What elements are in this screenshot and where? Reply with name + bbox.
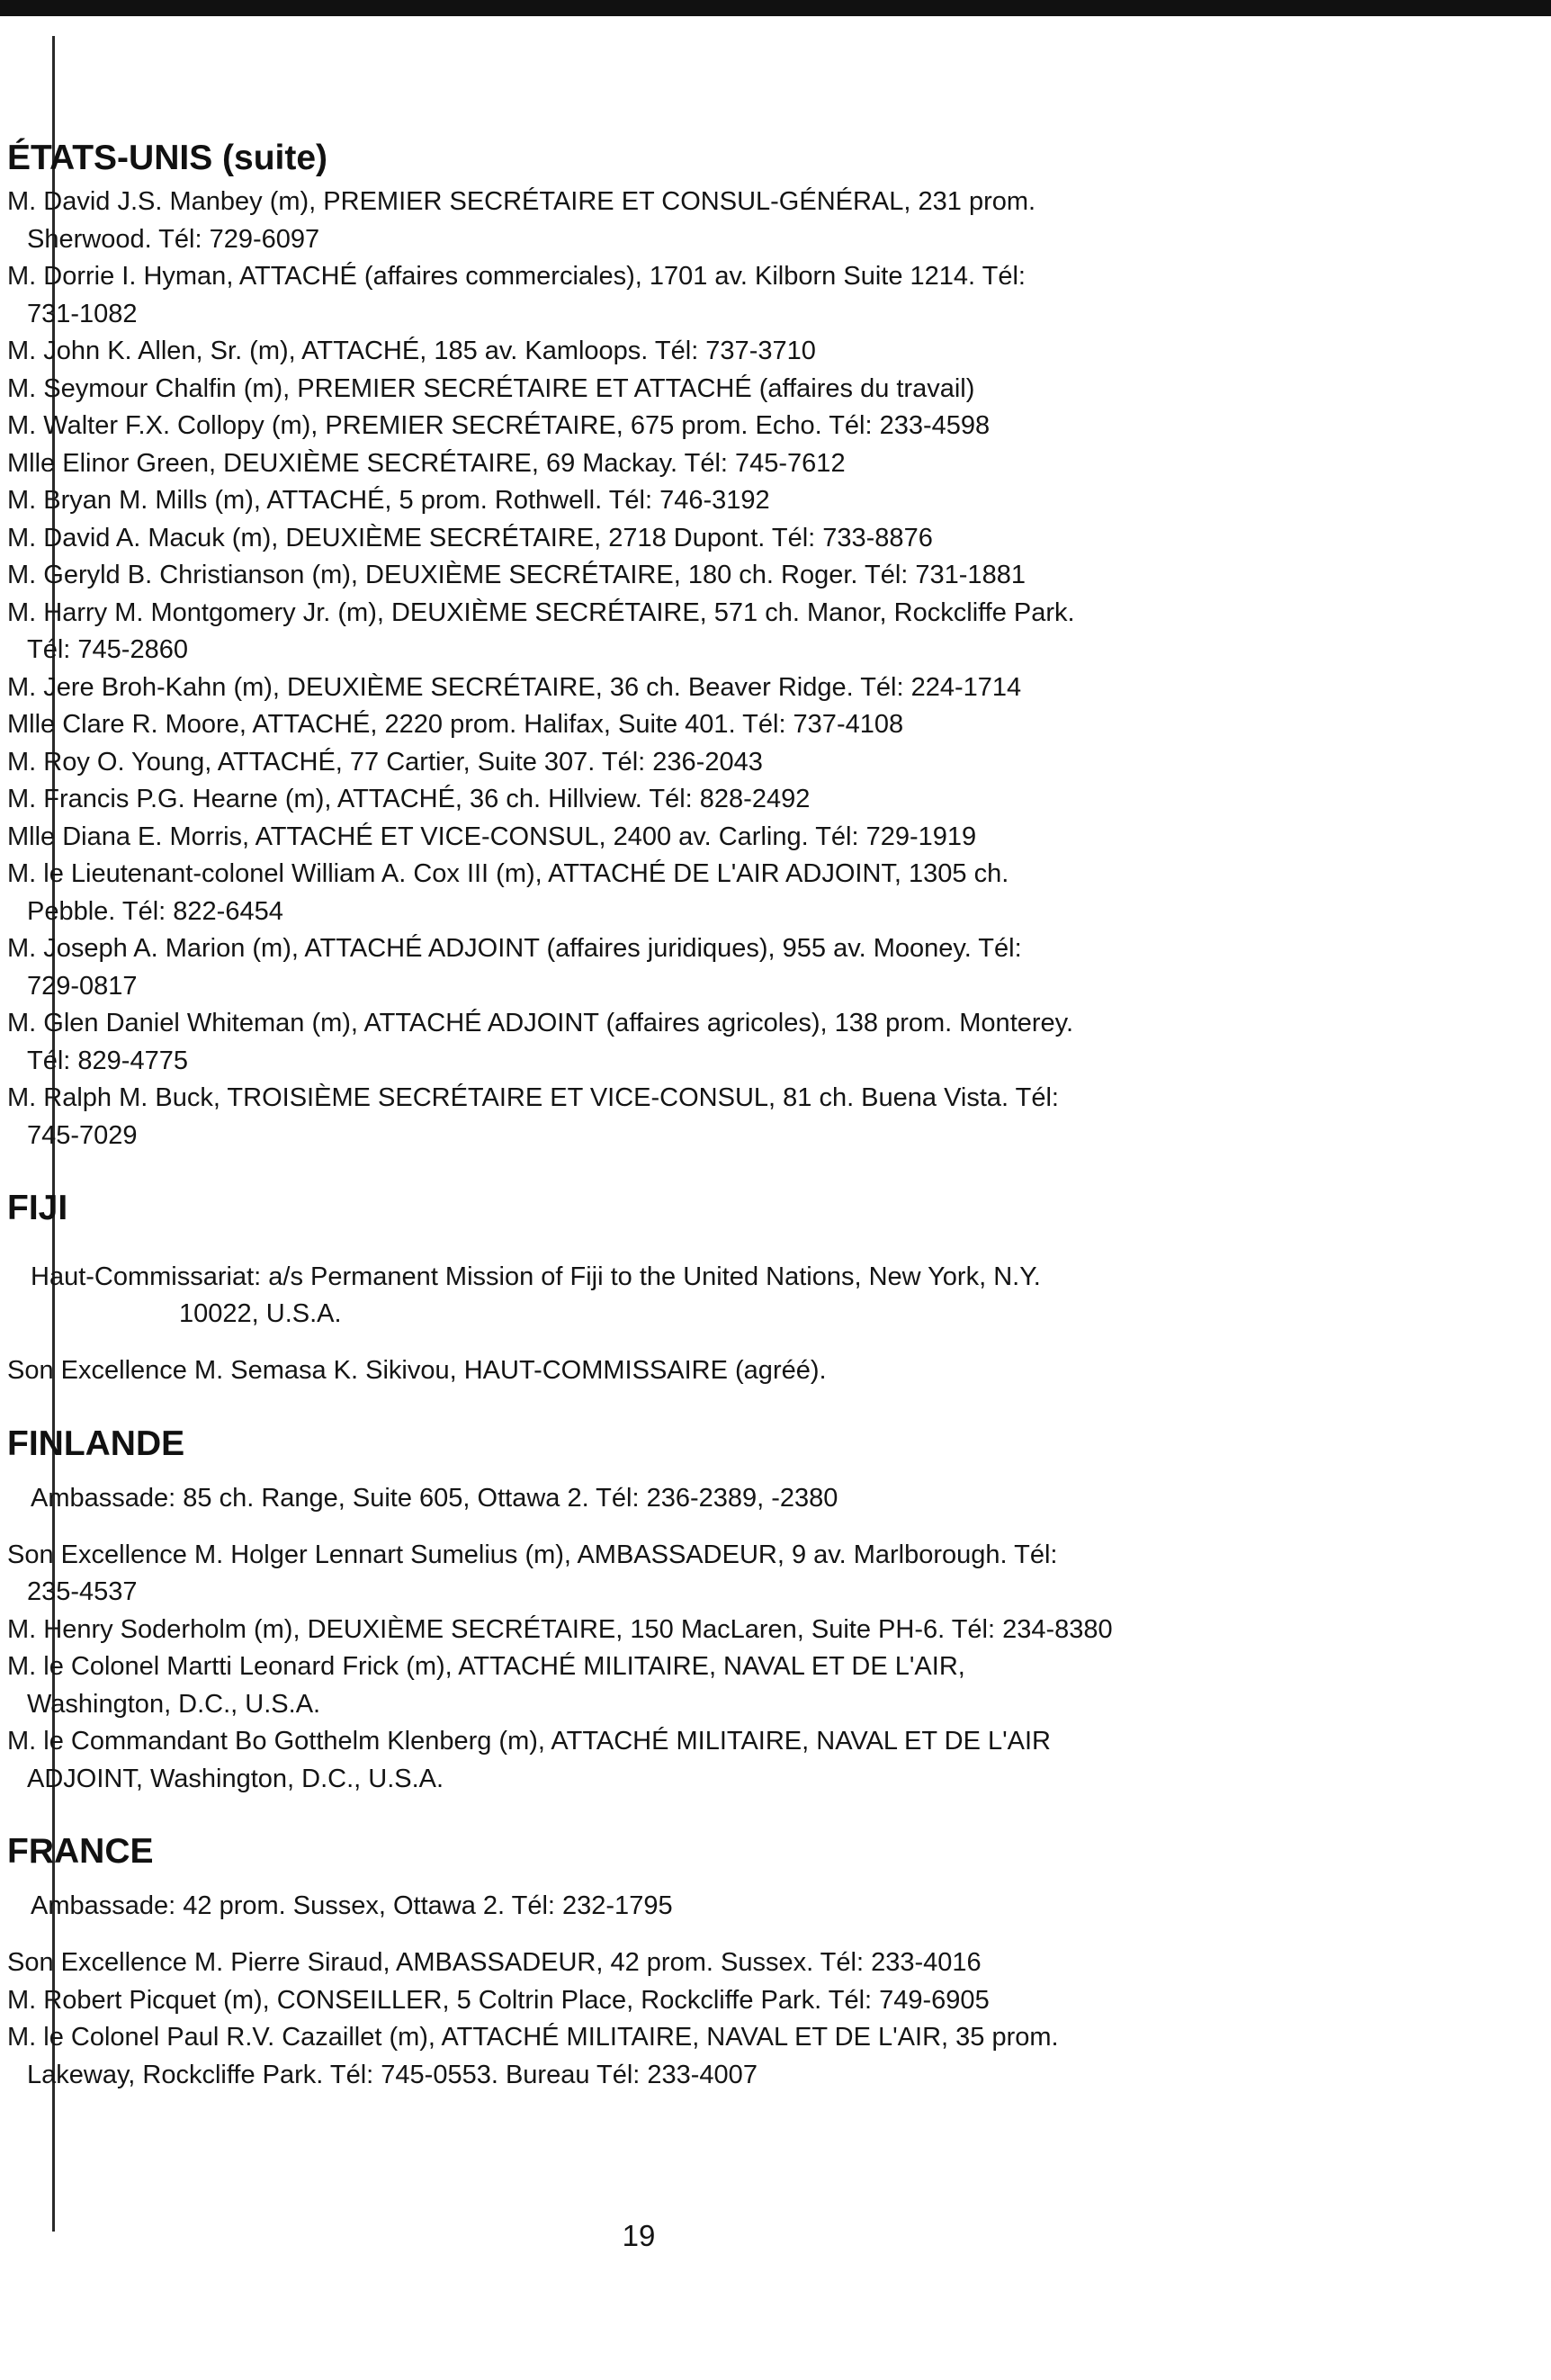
- address-text: Haut-Commissariat: a/s Permanent Mission of Fiji to the United Nations, New York, N.Y.: [31, 1262, 1041, 1291]
- list-item: [7, 408, 1285, 445]
- entry-text: M. le Colonel Martti Leonard Frick (m), ATTACHÉ MILITAIRE, NAVAL ET DE L'AIR,: [7, 1652, 965, 1681]
- entry-continuation: ADJOINT, Washington, D.C., U.S.A.: [27, 1764, 444, 1793]
- entry-text: M. David J.S. Manbey (m), PREMIER SECRÉTAIRE ET CONSUL-GÉNÉRAL, 231 prom.: [7, 187, 1036, 216]
- entry-text: Son Excellence M. Pierre Siraud, AMBASSADEUR, 42 prom. Sussex. Tél: 233-4016: [7, 1948, 982, 1977]
- mission-address: [7, 1888, 1285, 1925]
- entry-text: M. Joseph A. Marion (m), ATTACHÉ ADJOINT (affaires juridiques), 955 av. Mooney. Tél:: [7, 934, 1022, 963]
- list-item: [7, 856, 1285, 930]
- directory-page: [7, 135, 1285, 2094]
- list-item: [7, 706, 1285, 744]
- entry-text: M. Bryan M. Mills (m), ATTACHÉ, 5 prom. Rothwell. Tél: 746-3192: [7, 486, 770, 515]
- entry-text: Son Excellence M. Semasa K. Sikivou, HAUT-COMMISSAIRE (agréé).: [7, 1356, 827, 1385]
- entry-text: M. Walter F.X. Collopy (m), PREMIER SECRÉTAIRE, 675 prom. Echo. Tél: 233-4598: [7, 411, 991, 440]
- mission-address: [7, 1259, 1285, 1333]
- list-item: [7, 781, 1285, 819]
- entry-text: M. John K. Allen, Sr. (m), ATTACHÉ, 185 av. Kamloops. Tél: 737-3710: [7, 337, 816, 365]
- address-continuation: 10022, U.S.A.: [179, 1299, 342, 1328]
- list-item: [7, 1944, 1285, 1982]
- entry-continuation: 235-4537: [27, 1577, 138, 1606]
- list-item: [7, 371, 1285, 409]
- list-item: [7, 669, 1285, 707]
- entry-text: Mlle Elinor Green, DEUXIÈME SECRÉTAIRE, 69 Mackay. Tél: 745-7612: [7, 448, 846, 478]
- address-text: Ambassade: 85 ch. Range, Suite 605, Ottawa 2. Tél: 236-2389, -2380: [31, 1483, 838, 1513]
- entry-text: M. Henry Soderholm (m), DEUXIÈME SECRÉTAIRE, 150 MacLaren, Suite PH-6. Tél: 234-8380: [7, 1614, 1113, 1644]
- entry-list: [7, 184, 1285, 1154]
- list-item: [7, 1005, 1285, 1080]
- entry-text: Son Excellence M. Holger Lennart Sumelius (m), AMBASSADEUR, 9 av. Marlborough. Tél:: [7, 1540, 1058, 1569]
- entry-text: M. Roy O. Young, ATTACHÉ, 77 Cartier, Suite 307. Tél: 236-2043: [7, 747, 763, 777]
- page-number: 19: [622, 2219, 656, 2252]
- entry-continuation: Tél: 829-4775: [27, 1046, 188, 1075]
- entry-text: M. Francis P.G. Hearne (m), ATTACHÉ, 36 ch. Hillview. Tél: 828-2492: [7, 785, 811, 813]
- entry-text: M. Dorrie I. Hyman, ATTACHÉ (affaires commerciales), 1701 av. Kilborn Suite 1214. Tél:: [7, 262, 1026, 291]
- entry-text: M. Ralph M. Buck, TROISIÈME SECRÉTAIRE ET VICE-CONSUL, 81 ch. Buena Vista. Tél:: [7, 1083, 1059, 1112]
- list-item: [7, 819, 1285, 857]
- entry-continuation: 731-1082: [27, 299, 138, 328]
- section-france: [7, 1828, 1285, 2094]
- list-item: [7, 445, 1285, 483]
- entry-continuation: Pebble. Tél: 822-6454: [27, 896, 283, 926]
- entry-text: Mlle Clare R. Moore, ATTACHÉ, 2220 prom. Halifax, Suite 401. Tél: 737-4108: [7, 710, 904, 739]
- list-item: [7, 1537, 1285, 1612]
- entry-text: M. le Colonel Paul R.V. Cazaillet (m), ATTACHÉ MILITAIRE, NAVAL ET DE L'AIR, 35 prom.: [7, 2023, 1059, 2052]
- list-item: [7, 1612, 1285, 1649]
- entry-list: [7, 1944, 1285, 2094]
- list-item: [7, 482, 1285, 520]
- section-heading: FRANCE: [7, 1832, 154, 1871]
- list-item: [7, 2019, 1285, 2094]
- section-fiji: [7, 1185, 1285, 1390]
- entry-continuation: Washington, D.C., U.S.A.: [27, 1689, 321, 1719]
- list-item: [7, 1982, 1285, 2020]
- entry-text: Mlle Diana E. Morris, ATTACHÉ ET VICE-CONSUL, 2400 av. Carling. Tél: 729-1919: [7, 822, 977, 851]
- section-heading: FIJI: [7, 1189, 68, 1227]
- entry-text: M. Geryld B. Christianson (m), DEUXIÈME SECRÉTAIRE, 180 ch. Roger. Tél: 731-1881: [7, 561, 1026, 589]
- entry-text: M. David A. Macuk (m), DEUXIÈME SECRÉTAIRE, 2718 Dupont. Tél: 733-8876: [7, 523, 933, 552]
- entry-text: M. Robert Picquet (m), CONSEILLER, 5 Coltrin Place, Rockcliffe Park. Tél: 749-6905: [7, 1985, 990, 2015]
- list-item: [7, 333, 1285, 371]
- entry-continuation: Sherwood. Tél: 729-6097: [27, 224, 320, 254]
- list-item: [7, 1352, 1285, 1390]
- entry-list: [7, 1352, 1285, 1390]
- address-text: Ambassade: 42 prom. Sussex, Ottawa 2. Tél: 232-1795: [31, 1891, 673, 1920]
- list-item: [7, 184, 1285, 258]
- list-item: [7, 258, 1285, 333]
- entry-text: M. Seymour Chalfin (m), PREMIER SECRÉTAIRE ET ATTACHÉ (affaires du travail): [7, 373, 975, 403]
- section-heading: FINLANDE: [7, 1424, 185, 1463]
- entry-continuation: Tél: 745-2860: [27, 635, 188, 664]
- list-item: [7, 520, 1285, 558]
- list-item: [7, 1723, 1285, 1798]
- list-item: [7, 595, 1285, 669]
- list-item: [7, 557, 1285, 595]
- list-item: [7, 1648, 1285, 1723]
- entry-continuation: 729-0817: [27, 971, 138, 1001]
- entry-list: [7, 1537, 1285, 1799]
- entry-text: M. Glen Daniel Whiteman (m), ATTACHÉ ADJOINT (affaires agricoles), 138 prom. Monterey.: [7, 1009, 1074, 1037]
- list-item: [7, 930, 1285, 1005]
- entry-text: M. Harry M. Montgomery Jr. (m), DEUXIÈME SECRÉTAIRE, 571 ch. Manor, Rockcliffe Park.: [7, 597, 1075, 627]
- scan-top-edge: [0, 0, 1551, 16]
- section-heading: ÉTATS-UNIS (suite): [7, 139, 328, 177]
- section-etats-unis: [7, 135, 1285, 1154]
- entry-text: M. Jere Broh-Kahn (m), DEUXIÈME SECRÉTAIRE, 36 ch. Beaver Ridge. Tél: 224-1714: [7, 672, 1022, 702]
- entry-continuation: 745-7029: [27, 1120, 138, 1150]
- list-item: [7, 744, 1285, 782]
- mission-address: [7, 1480, 1285, 1517]
- section-finlande: [7, 1421, 1285, 1799]
- entry-text: M. le Lieutenant-colonel William A. Cox III (m), ATTACHÉ DE L'AIR ADJOINT, 1305 ch.: [7, 859, 1009, 888]
- entry-continuation: Lakeway, Rockcliffe Park. Tél: 745-0553. Bureau Tél: 233-4007: [27, 2060, 758, 2089]
- list-item: [7, 1080, 1285, 1154]
- entry-text: M. le Commandant Bo Gotthelm Klenberg (m), ATTACHÉ MILITAIRE, NAVAL ET DE L'AIR: [7, 1727, 1051, 1756]
